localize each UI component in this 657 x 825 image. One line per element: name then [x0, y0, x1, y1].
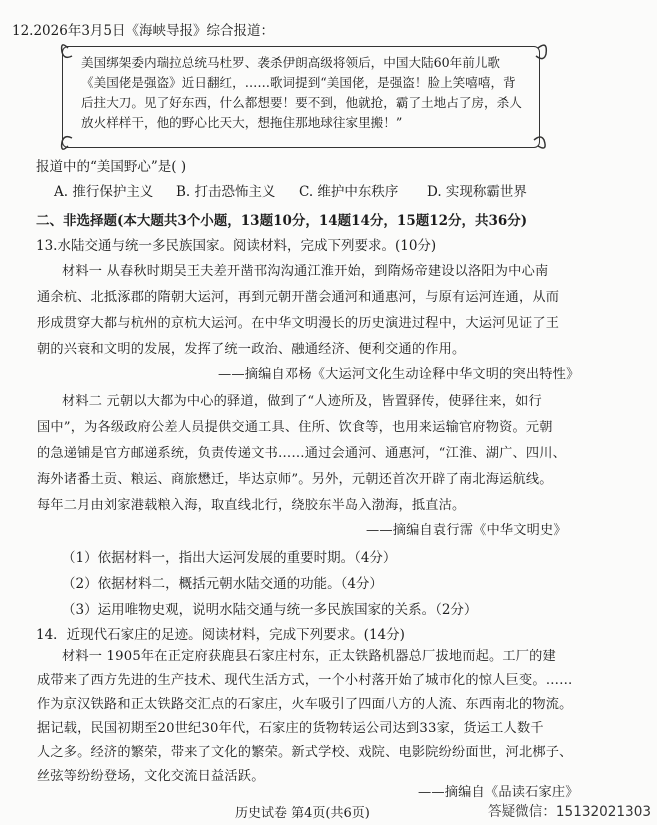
q13-material2-source: ——摘编自袁行霈《中华文明史》	[366, 523, 567, 538]
q13-task-2: （2）依据材料二，概括元朝水陆交通的功能。（4分）	[62, 576, 383, 592]
q13-material1-line-3: 形成贯穿大都与杭州的京杭大运河。在中华文明漫长的历史演进过程中，大运河见证了王	[37, 316, 560, 331]
q14-stem: 14．近现代石家庄的足迹。阅读材料，完成下列要求。(14分)	[36, 627, 405, 643]
q13-material2-line-4: 海外诸番土贡、粮运、商旅懋迁，毕达京师”。另外，元朝还首次开辟了南北海运航线。	[37, 472, 553, 487]
q14-material1-line-6: 丝弦等纷纷登场，文化交流日益活跃。	[37, 769, 265, 784]
q13-material1-source: ——摘编自邓杨《大运河文化生动诠释中华文明的突出特性》	[218, 367, 580, 382]
q13-material2-line-2: 国中”，为各级政府公差人员提供交通工具、住所、饮食等，也用来运输官府物资。元朝	[37, 420, 553, 435]
scroll-curl-icon	[54, 38, 554, 154]
q13-material2-line-1: 材料二 元朝以大都为中心的驿道，做到了“人迹所及，皆置驿传，使驿往来，如行	[62, 394, 542, 409]
q13-task-3: （3）运用唯物史观，说明水陆交通与统一多民族国家的关系。（2分）	[62, 602, 478, 618]
scroll-line-4: 放火样样干，他的野心比天大，想拖住那地球往家里搬！”	[81, 115, 403, 130]
q12-option-a: A. 推行保护主义	[54, 184, 154, 200]
q14-material1-line-3: 作为京汉铁路和正太铁路交汇点的石家庄，火车吸引了四面八方的人流、东西南北的物流。	[37, 697, 573, 712]
q12-option-b: B. 打击恐怖主义	[176, 184, 276, 200]
q12-stem: 12.2026年3月5日《海峡导报》综合报道：	[12, 23, 275, 39]
section-2-title: 二、非选择题(本大题共3个小题，13题10分，14题14分，15题12分，共36分)	[36, 213, 528, 229]
scroll-line-2: 《美国佬是强盗》近日翻红，……歌词提到“美国佬，是强盗！脸上笑嘻嘻，背	[81, 75, 516, 90]
scroll-line-1: 美国绑架委内瑞拉总统马杜罗、袭杀伊朗高级将领后，中国大陆60年前儿歌	[81, 55, 501, 70]
q13-task-1: （1）依据材料一，指出大运河发展的重要时期。（4分）	[62, 550, 397, 566]
q13-material2-line-5: 每年二月由刘家港载粮入海，取直线北行，绕胶东半岛入渤海，抵直沽。	[37, 498, 466, 513]
q12-option-d: D. 实现称霸世界	[427, 184, 527, 200]
contact-watermark: 答疑微信：15132021303	[488, 804, 651, 820]
q13-material2-line-3: 的急递铺是官方邮递系统，负责传递文书……通过会通河、通惠河，“江淮、湖广、四川、	[37, 446, 567, 461]
q13-material1-line-1: 材料一 从春秋时期吴王夫差开凿邗沟沟通江淮开始，到隋炀帝建设以洛阳为中心南	[62, 264, 549, 279]
q14-material1-line-4: 据记载，民国初期至20世纪30年代，石家庄的货物转运公司达到33家，货运工人数千	[37, 721, 544, 736]
q13-material1-line-2: 通余杭、北抵涿郡的隋朝大运河，再到元朝开凿会通河和通惠河，与原有运河连通，从而	[37, 290, 560, 305]
q13-stem: 13.水陆交通与统一多民族国家。阅读材料，完成下列要求。(10分)	[36, 238, 437, 254]
q12-option-c: C. 维护中东秩序	[299, 184, 399, 200]
q14-material1-line-1: 材料一 1905年在正定府获鹿县石家庄村东，正太铁路机器总厂拔地而起。工厂的建	[62, 649, 556, 664]
q13-material1-line-4: 朝的兴衰和文明的发展，发挥了统一政治、融通经济、便利交通的作用。	[37, 342, 466, 357]
q14-material1-line-5: 人之多。经济的繁荣，带来了文化的繁荣。新式学校、戏院、电影院纷纷面世，河北梆子、	[37, 745, 573, 760]
q12-question: 报道中的“美国野心”是( )	[36, 159, 187, 175]
q14-material1-line-2: 成带来了西方先进的生产技术、现代生活方式，一个小村落开始了城市化的惊人巨变。……	[37, 673, 573, 688]
page-footer-label: 历史试卷 第4页(共6页)	[235, 806, 370, 821]
q14-material1-source: ——摘编自《品读石家庄》	[418, 785, 579, 800]
scroll-line-3: 后拄大刀。见了好东西，什么都想要！要不到，他就抢，霸了土地占了房，杀人	[81, 95, 522, 110]
